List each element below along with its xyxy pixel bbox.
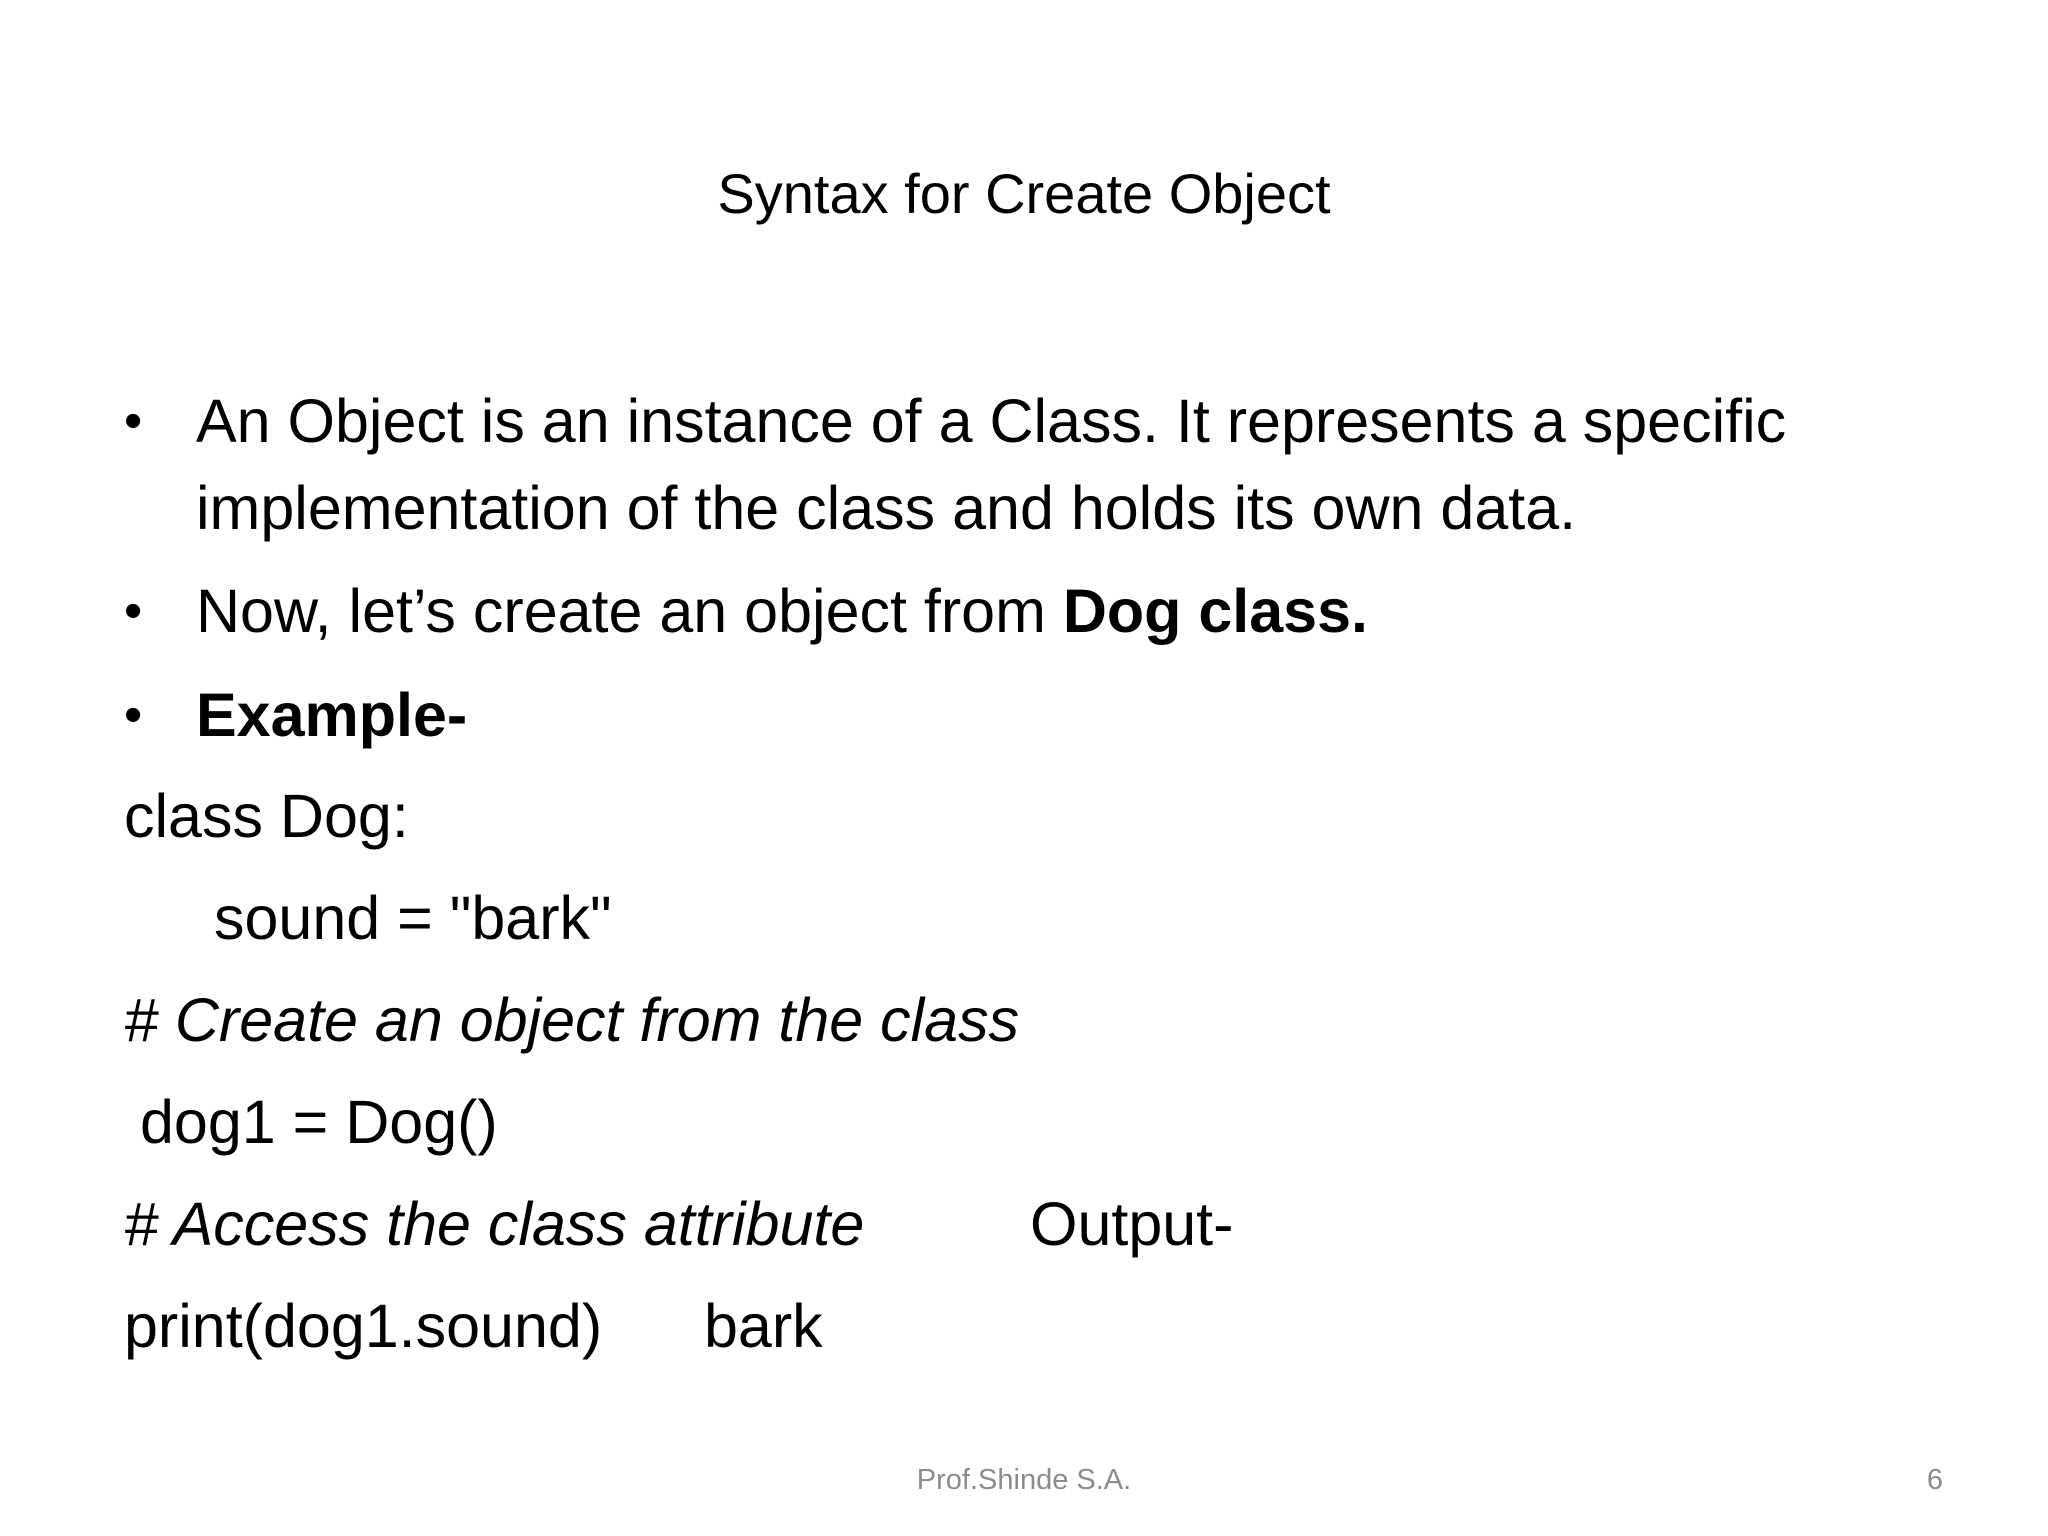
footer-author: Prof.Shinde S.A. <box>916 1464 1132 1496</box>
code-line: dog1 = Dog() <box>140 1088 498 1156</box>
page-number: 6 <box>1926 1464 1944 1496</box>
bullet-item <box>124 672 1924 762</box>
bullet-text-bold: Example- <box>196 681 468 749</box>
output-value: bark <box>704 1292 823 1360</box>
bullet-text <box>196 568 1916 655</box>
code-line: sound = "bark" <box>214 884 612 952</box>
bullet-item <box>124 378 1924 558</box>
slide-title: Syntax for Create Object <box>717 162 1331 225</box>
bullet-icon: • <box>124 582 143 640</box>
bullet-text-bold: Dog class. <box>1062 577 1368 645</box>
bullet-item <box>124 568 1924 658</box>
bullet-text-plain: Now, let’s create an object from <box>196 577 1063 645</box>
code-line: class Dog: <box>124 782 409 850</box>
code-line: print(dog1.sound) <box>124 1292 603 1360</box>
output-label: Output- <box>1030 1190 1234 1258</box>
bullet-icon: • <box>124 686 143 744</box>
bullet-text: An Object is an instance of a Class. It represents a specific implementation of the class and holds its own data. <box>196 387 1787 542</box>
code-comment: # Create an object from the class <box>124 986 1020 1054</box>
code-comment: # Access the class attribute <box>124 1190 865 1258</box>
bullet-icon: • <box>124 392 143 450</box>
